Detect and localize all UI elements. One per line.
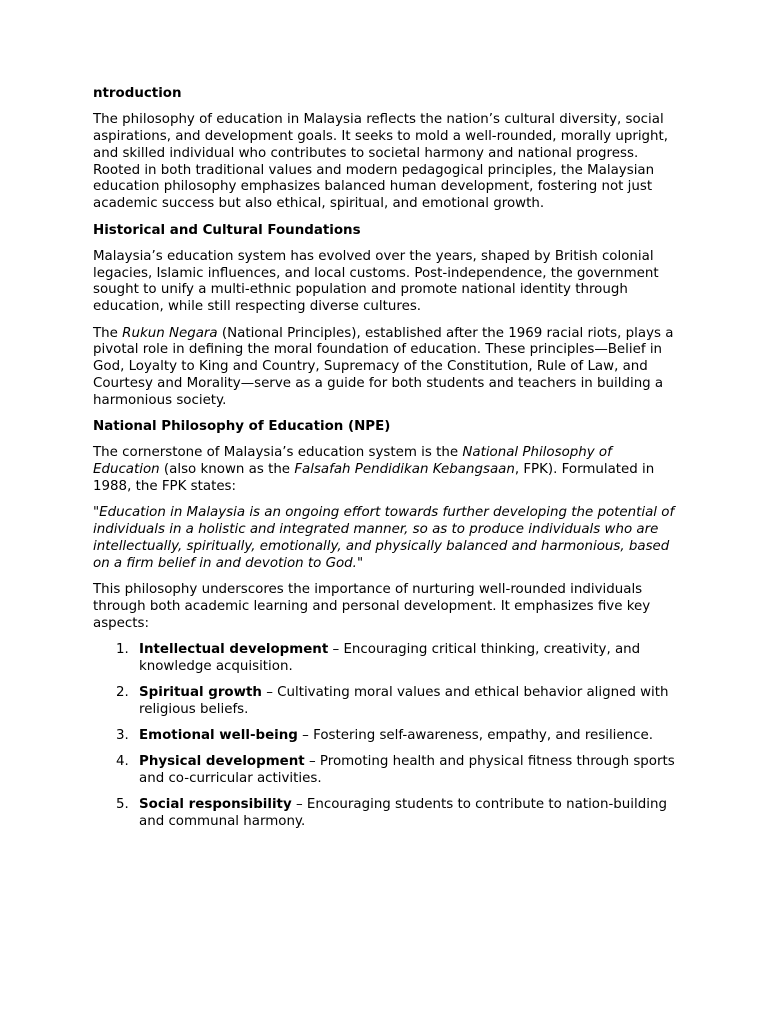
aspect-title: Physical development [139, 754, 305, 770]
npe-heading: National Philosophy of Education (NPE) [93, 419, 391, 435]
quote-text: Education in Malaysia is an ongoing effort towards further developing the potential of individuals in a holistic and integrated manner, so as to produce individuals who are intellectually, spiritually, emotionally, and physically balanced and harmonious, based on a firm belief in and devotion to God. [93, 505, 675, 571]
list-number: 1. [116, 641, 129, 657]
text-run: (also known as the [159, 462, 295, 478]
list-number: 2. [116, 684, 129, 700]
aspect-title: Intellectual development [139, 641, 329, 657]
quote-open: " [93, 505, 100, 521]
aspect-title: Social responsibility [139, 797, 292, 813]
aspect-title: Emotional well-being [139, 728, 298, 743]
list-number: 5. [116, 797, 129, 813]
text-run: The [93, 325, 123, 341]
aspect-desc: – Promoting health and physical fitness through sports and co-curricular activities. [139, 754, 675, 787]
quote-close: " [356, 555, 364, 571]
history-paragraph-1: Malaysia’s education system has evolved over the years, shaped by British colonial legacies, Islamic influences, and local customs. Post-independence, the government sought to unify a multi-ethnic population and promote national identity through education, while still respecting diverse cultures. [93, 248, 659, 315]
list-item [93, 642, 678, 676]
aspect-desc: – Encouraging students to contribute to nation-building and communal harmony. [139, 797, 667, 830]
aspect-desc: – Cultivating moral values and ethical behavior aligned with religious beliefs. [139, 684, 669, 717]
text-run: , FPK). Formulated in 1988, the FPK states: [93, 462, 655, 494]
aspect-title: Spiritual growth [139, 684, 262, 700]
aspect-desc: – Encouraging critical thinking, creativity, and knowledge acquisition. [139, 641, 641, 674]
list-item [93, 754, 678, 788]
history-paragraph-2 [93, 326, 678, 410]
text-run: (National Principles), established after the 1969 racial riots, plays a pivotal role in defining the moral foundation of education. These principles—Belief in God, Loyalty to King and Country, Supremacy of the Constitution, Rule of Law, and Courtesy and Morality—serve as a guide for both students and teachers in building a harmonious society. [93, 325, 674, 408]
npe-term: National Philosophy of Education [93, 445, 612, 478]
text-run: The cornerstone of Malaysia’s education system is the [93, 445, 463, 461]
intro-heading: ntroduction [93, 86, 182, 101]
rukun-negara-term: Rukun Negara [122, 325, 218, 341]
npe-paragraph-1 [93, 445, 678, 495]
fpk-term: Falsafah Pendidikan Kebangsaan [294, 462, 515, 478]
fpk-quote [93, 505, 678, 572]
list-number: 4. [116, 754, 129, 770]
intro-paragraph: The philosophy of education in Malaysia reflects the nation’s cultural diversity, social aspirations, and development goals. It seeks to mold a well-rounded, morally upright, and skilled individual who contributes to societal harmony and national progress. Rooted in both traditional values and modern pedagogical principles, the Malaysian education philosophy emphasizes balanced human development, fostering not just academic success but also ethical, spiritual, and emotional growth. [93, 112, 669, 212]
aspect-desc: – Fostering self-awareness, empathy, and resilience. [297, 728, 653, 743]
npe-paragraph-2: This philosophy underscores the importance of nurturing well-rounded individuals through both academic learning and personal development. It emphasizes five key aspects: [93, 581, 651, 631]
list-item [93, 685, 678, 719]
list-item [93, 797, 678, 831]
history-heading: Historical and Cultural Foundations [93, 222, 361, 238]
document-page [93, 86, 678, 840]
aspects-list [93, 642, 678, 831]
list-number: 3. [116, 728, 129, 743]
list-item [93, 728, 678, 745]
